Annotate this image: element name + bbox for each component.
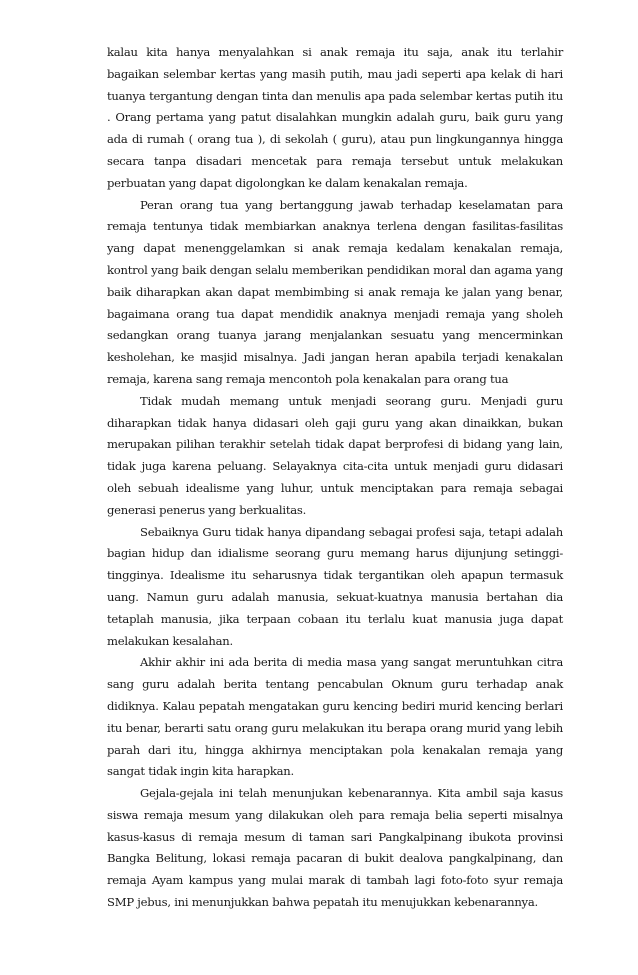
paragraph-5: Akhir akhir ini ada berita di media masa yang sangat meruntuhkan citra sang guru adalah berita tentang pencabulan Oknum guru terhadap anak didiknya. Kalau pepatah mengatakan guru kencing bediri murid kencing berlari itu benar, berarti satu orang guru melakukan itu berapa orang murid yang lebih parah dari itu, hingga akhirnya menciptakan pola kenakalan remaja yang sangat tidak ingin kita harapkan. bbox=[107, 655, 563, 779]
paragraph-6: Gejala-gejala ini telah menunjukan kebenarannya. Kita ambil saja kasus siswa remaja mesum yang dilakukan oleh para remaja belia seperti misalnya kasus-kasus di remaja mesum di taman sari Pangkalpinang ibukota provinsi Bangka Belitung, lokasi remaja pacaran di bukit dealova pangkalpinang, dan remaja Ayam kampus yang mulai marak di tambah lagi foto-foto syur remaja SMP jebus, ini menunjukkan bahwa pepatah itu menujukkan kebenarannya. bbox=[107, 786, 563, 910]
paragraph-1: kalau kita hanya menyalahkan si anak remaja itu saja, anak itu terlahir bagaikan selembar kertas yang masih putih, mau jadi seperti apa kelak di hari tuanya tergantung dengan tinta dan menulis apa pada selembar kertas putih itu . Orang pertama yang patut disalahkan mungkin adalah guru, baik guru yang ada di rumah ( orang tua ), di sekolah ( guru), atau pun lingkungannya hingga secara tanpa disadari mencetak para remaja tersebut untuk melakukan perbuatan yang dapat digolongkan ke dalam kenakalan remaja. bbox=[107, 45, 563, 190]
body-text bbox=[107, 42, 563, 914]
paragraph-2: Peran orang tua yang bertanggung jawab terhadap keselamatan para remaja tentunya tidak membiarkan anaknya terlena dengan fasilitas-fasilitas yang dapat menenggelamkan si anak remaja kedalam kenakalan remaja, kontrol yang baik dengan selalu memberikan pendidikan moral dan agama yang baik diharapkan akan dapat membimbing si anak remaja ke jalan yang benar, bagaimana orang tua dapat mendidik anaknya menjadi remaja yang sholeh sedangkan orang tuanya jarang menjalankan sesuatu yang mencerminkan kesholehan, ke masjid misalnya. Jadi jangan heran apabila terjadi kenakalan remaja, karena sang remaja mencontoh pola kenakalan para orang tua bbox=[107, 197, 563, 386]
paragraph-4: Sebaiknya Guru tidak hanya dipandang sebagai profesi saja, tetapi adalah bagian hidup dan idialisme seorang guru memang harus dijunjung setinggi-tingginya. Idealisme itu seharusnya tidak tergantikan oleh apapun termasuk uang. Namun guru adalah manusia, sekuat-kuatnya manusia bertahan dia tetaplah manusia, jika terpaan cobaan itu terlalu kuat manusia juga dapat melakukan kesalahan. bbox=[107, 524, 563, 648]
paragraph-3: Tidak mudah memang untuk menjadi seorang guru. Menjadi guru diharapkan tidak hanya didasari oleh gaji guru yang akan dinaikkan, bukan merupakan pilihan terakhir setelah tidak dapat berprofesi di bidang yang lain, tidak juga karena peluang. Selayaknya cita-cita untuk menjadi guru didasari oleh sebuah idealisme yang luhur, untuk menciptakan para remaja sebagai generasi penerus yang berkualitas. bbox=[107, 393, 563, 517]
